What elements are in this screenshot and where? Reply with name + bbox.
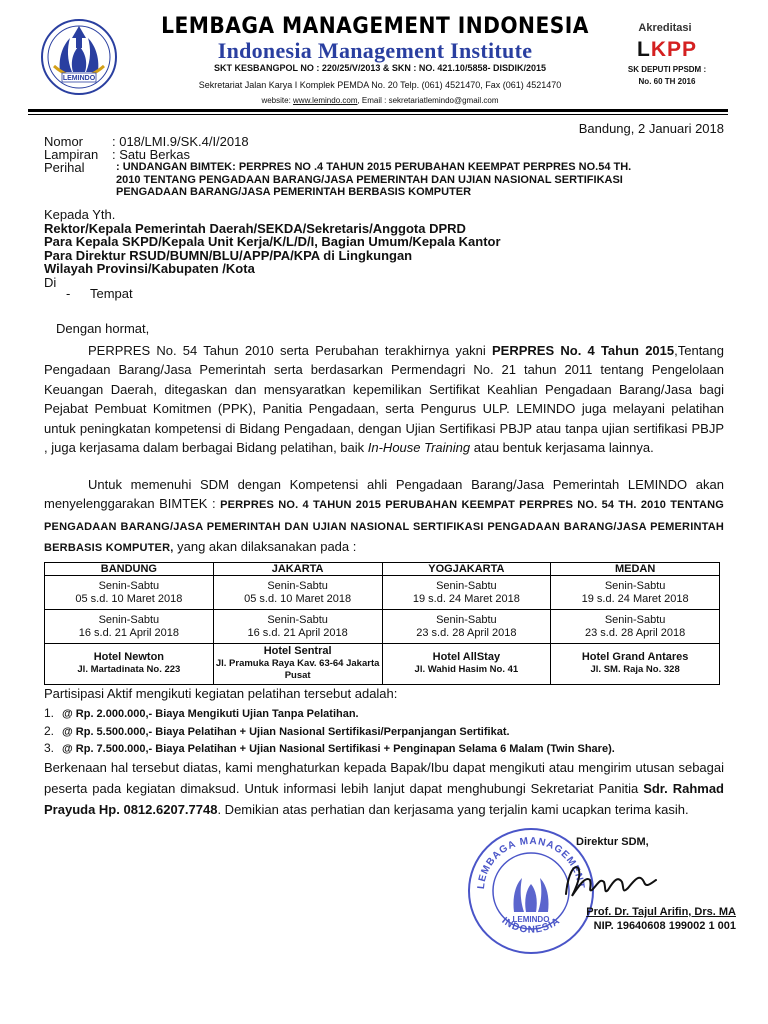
accreditation-label: Akreditasi <box>638 22 692 34</box>
table-cell: Senin-Sabtu 05 s.d. 10 Maret 2018 <box>45 576 214 610</box>
signatory-name: Prof. Dr. Tajul Arifin, Drs. MA <box>586 906 736 918</box>
stamp-text-top: LEMBAGA MANAGEMENT <box>475 835 587 890</box>
fee-item: 1. @ Rp. 2.000.000,- Biaya Mengikuti Ujian Tanpa Pelatihan. <box>44 706 359 720</box>
table-row <box>45 610 720 644</box>
paragraph-1: PERPRES No. 54 Tahun 2010 serta Perubahan terakhirnya yakni PERPRES No. 4 Tahun 2015,Tentang Pengadaan Barang/Jasa Pemerintah serta berdasarkan Permendagri No. 21 tahun 2011 tentang Pengelolaan Keuangan Daerah, ditegaskan dan mensyaratkan kepemilikan Sertifikat Keahlian Pengadaan Barang/Jasa bagi Pejabat Pembuat Komitmen (PPK), Panitia Pengadaan, serta Pengurus ULP. LEMINDO juga melayani pelatihan untuk peningkatan kompetensi di Bidang Pengadaan, dengan Ujian Sertifikasi PBJP atau tanpa ujian sertifikasi PBJP , juga kerjasama dalam berbagai Bidang pelatihan, baik In-House Training atau bentuk kerjasama lainnya. <box>44 343 724 456</box>
signatory-nip: NIP. 19640608 199002 1 001 <box>593 920 736 932</box>
table-header-row <box>45 563 720 576</box>
table-cell: Senin-Sabtu 23 s.d. 28 April 2018 <box>382 610 551 644</box>
table-cell: Senin-Sabtu 05 s.d. 10 Maret 2018 <box>213 576 382 610</box>
table-cell: Senin-Sabtu 16 s.d. 21 April 2018 <box>45 610 214 644</box>
org-name: LEMBAGA MANAGEMENT INDONESIA <box>161 14 589 39</box>
nomor-row: Nomor : 018/LMI.9/SK.4/I/2018 <box>44 134 249 149</box>
tempat-line: - Tempat <box>66 286 133 301</box>
hotel-cell: Hotel AllStay Jl. Wahid Hasim No. 41 <box>382 644 551 685</box>
letter-date: Bandung, 2 Januari 2018 <box>578 121 724 136</box>
lampiran-row: Lampiran : Satu Berkas <box>44 147 191 162</box>
contact-person: Sdr. Rahmad Prayuda Hp. 0812.6207.7748 <box>44 781 724 817</box>
salutation: Dengan hormat, <box>56 321 150 336</box>
hotel-cell: Hotel Sentral Jl. Pramuka Raya Kav. 63-64 Jakarta Pusat <box>213 644 382 685</box>
logo-text: LEMINDO <box>62 75 96 82</box>
recipient-line: Para Kepala SKPD/Kepala Unit Kerja/K/L/D/I, Bagian Umum/Kepala Kantor <box>44 234 501 249</box>
email-text: , Email : sekretariatlemindo@gmail.com <box>357 96 499 105</box>
column-header: BANDUNG <box>45 563 214 576</box>
website-link[interactable]: www.lemindo.com <box>293 96 358 105</box>
contact-line: website: www.lemindo.com, Email : sekretariatlemindo@gmail.com <box>261 96 499 105</box>
hotel-cell: Hotel Newton Jl. Martadinata No. 223 <box>45 644 214 685</box>
table-row <box>45 576 720 610</box>
recipient-line: Rektor/Kepala Pemerintah Daerah/SEKDA/Sekretaris/Anggota DPRD <box>44 220 466 236</box>
column-header: MEDAN <box>551 563 720 576</box>
kepada-yth: Kepada Yth. <box>44 207 116 222</box>
fees-intro: Partisipasi Aktif mengikuti kegiatan pelatihan tersebut adalah: <box>44 686 398 701</box>
lkpp-logo: LKPP <box>636 38 697 61</box>
secretariat-address: Sekretariat Jalan Karya I Komplek PEMDA No. 20 Telp. (061) 4521470, Fax (061) 4521470 <box>198 80 562 90</box>
perihal-label: Perihal <box>44 160 85 175</box>
column-header: YOGJAKARTA <box>382 563 551 576</box>
perihal-subject: : UNDANGAN BIMTEK: PERPRES NO .4 TAHUN 2015 PERUBAHAN KEEMPAT PERPRES NO.54 TH. 2010 TENTANG PENGADAAN BARANG/JASA PEMERINTAH DAN UJIAN NASIONAL SERTIFIKASI PENGADAAN BARANG/JASA PEMERINTAH BERBASIS KOMPUTER <box>116 161 632 198</box>
hotel-cell: Hotel Grand Antares Jl. SM. Raja No. 328 <box>551 644 720 685</box>
recipient-line: Wilayah Provinsi/Kabupaten /Kota <box>44 261 255 276</box>
registration-numbers: SKT KESBANGPOL NO : 220/25/V/2013 & SKN : NO. 421.10/5858- DISDIK/2015 <box>214 63 546 73</box>
handwritten-signature <box>528 854 678 904</box>
column-header: JAKARTA <box>213 563 382 576</box>
fee-item: 3. @ Rp. 7.500.000,- Biaya Pelatihan + Ujian Nasional Sertifikasi + Penginapan Selama 6 Malam (Twin Share). <box>44 741 615 755</box>
closing-paragraph: Berkenaan hal tersebut diatas, kami menghaturkan kepada Bapak/Ibu dapat mengikuti atau mengirim utusan sebagai peserta pada kegiatan dimaksud. Untuk informasi lebih lanjut dapat menghubungi Sekretariat Panitia Sdr. Rahmad Prayuda Hp. 0812.6207.7748. Demikian atas perhatian dan kerjasama yang terjalin kami ucapkan terima kasih. <box>44 760 724 817</box>
fee-item: 2. @ Rp. 5.500.000,- Biaya Pelatihan + Ujian Nasional Sertifikasi/Perpanjangan Sertifikat. <box>44 724 510 738</box>
recipient-line: Para Direktur RSUD/BUMN/BLU/APP/PA/KPA di Lingkungan <box>44 247 413 263</box>
schedule-table <box>44 562 720 685</box>
header-divider <box>28 109 728 112</box>
table-cell: Senin-Sabtu 19 s.d. 24 Maret 2018 <box>382 576 551 610</box>
di-label: Di <box>44 274 57 290</box>
sk-deputi: SK DEPUTI PPSDM : No. 60 TH 2016 <box>627 65 707 86</box>
header-divider-thin <box>28 114 728 115</box>
org-name-en: Indonesia Management Institute <box>217 38 533 63</box>
table-cell: Senin-Sabtu 16 s.d. 21 April 2018 <box>213 610 382 644</box>
table-cell: Senin-Sabtu 23 s.d. 28 April 2018 <box>551 610 720 644</box>
signatory-title: Direktur SDM, <box>576 836 649 848</box>
table-cell: Senin-Sabtu 19 s.d. 24 Maret 2018 <box>551 576 720 610</box>
stamp-text-bottom: INDONESIA <box>499 915 563 936</box>
lemindo-logo <box>40 18 118 96</box>
table-row <box>45 644 720 685</box>
stamp-center-text: LEMINDO <box>512 915 550 924</box>
paragraph-2: Untuk memenuhi SDM dengan Kompetensi ahli Pengadaan Barang/Jasa Pemerintah LEMINDO akan menyelenggarakan BIMTEK : PERPRES NO. 4 TAHUN 2015 PERUBAHAN KEEMPAT PERPRES NO. 54 TH. 2010 TENTANG PENGADAAN BARANG/JASA PEMERINTAH DAN UJIAN NASIONAL SERTIFIKASI PENGADAAN BARANG/JASA PEMERINTAH BERBASIS KOMPUTER, yang akan dilaksanakan pada : <box>44 477 724 555</box>
addressee-block <box>44 208 734 289</box>
